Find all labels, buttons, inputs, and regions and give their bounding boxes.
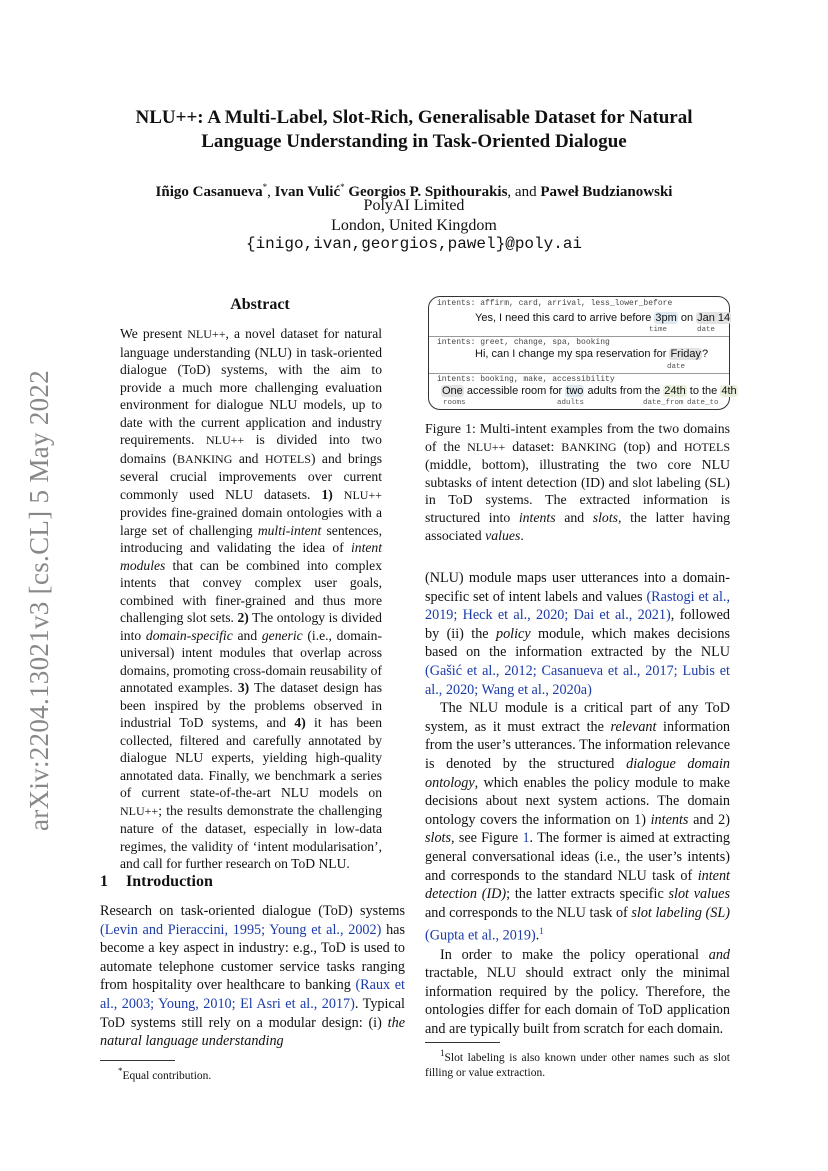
author-2: Ivan Vulić	[274, 184, 341, 200]
fig-row1-utterance: Yes, I need this card to arrive before 3pm on Jan 14	[475, 312, 731, 324]
affiliation-org: PolyAI Limited	[363, 197, 465, 214]
figure-1	[428, 296, 737, 410]
paper-title	[100, 106, 728, 154]
fig-row2-utterance: Hi, can I change my spa reservation for Friday?	[475, 348, 709, 360]
footnote-rule	[425, 1042, 500, 1043]
right-column-body	[425, 569, 730, 1039]
title-line-1: NLU++: A Multi-Label, Slot-Rich, Generalisable Dataset for Natural	[135, 107, 693, 128]
author-4: Paweł Budzianowski	[540, 184, 673, 200]
paragraph: (NLU) module maps user utterances into a domain-specific set of intent labels and values (Rastogi et al., 2019; Heck et al., 2020; Dai et al., 2021), followed by (ii) the policy module, which makes decisions based on the information extracted by the NLU (Gašić et al., 2012; Casanueva et al., 2017; Lubis et al., 2020; Wang et al., 2020a)	[425, 570, 730, 698]
footnote-link[interactable]: 1	[539, 926, 544, 937]
author-emails: {inigo,ivan,georgios,pawel}@poly.ai	[245, 235, 583, 253]
abstract-heading: Abstract	[230, 296, 290, 313]
citation-link[interactable]: (Levin and Pieraccini, 1995; Young et al., 2002)	[100, 921, 382, 938]
fig-slot-date: date	[667, 363, 686, 371]
fig-row1-intents: intents: affirm, card, arrival, less_lower_before	[437, 299, 673, 308]
fig-slot-date-to: date_to	[687, 399, 719, 407]
abstract-body: We present NLU++, a novel dataset for natural language understanding (NLU) in task-oriented dialogue (ToD) systems, with the aim to provide a much more challenging evaluation environment for dialogue NLU models, up to date with the current application and industry requirements. NLU++ is divided into two domains (BANKING and HOTELS) and brings several crucial improvements over current commonly used NLU datasets. 1) NLU++ provides fine-grained domain ontologies with a large set of challenging multi-intent sentences, introducing and validating the idea of intent modules that can be combined into complex intents that convey complex user goals, combined with finer-grained and thus more challenging slot sets. 2) The ontology is divided into domain-specific and generic (i.e., domain-universal) intent modules that overlap across domains, promoting cross-domain reusability of annotated examples. 3) The dataset design has been inspired by the problems observed in industrial ToD systems, and 4) it has been collected, filtered and carefully annotated by dialogue NLU experts, yielding high-quality annotated data. Finally, we benchmark a series of current state-of-the-art NLU models on NLU++; the results demonstrate the challenging nature of the dataset, especially in low-data regimes, the validity of ‘intent modularisation’, and call for further research on ToD NLU.	[120, 326, 383, 871]
title-line-2: Language Understanding in Task-Oriented Dialogue	[201, 131, 627, 152]
fig-row3-intents: intents: booking, make, accessibility	[437, 375, 615, 384]
fig-slot-rooms: rooms	[443, 399, 466, 407]
fig-row2-intents: intents: greet, change, spa, booking	[437, 338, 610, 347]
figure-1-caption: Figure 1: Multi-intent examples from the two domains of the NLU++ dataset: BANKING (top) and HOTELS (middle, bottom), illustrating the two core NLU subtasks of intent detection (ID) and slot labeling (SL) in ToD systems. The extracted information is structured into intents and slots, the latter having associated values.	[425, 421, 730, 543]
footnote-area-right	[425, 1042, 730, 1081]
citation-link[interactable]: (Rastogi et al., 2019; Heck et al., 2020; Dai et al., 2021)	[425, 588, 730, 624]
fig-slot-date-from: date_from	[643, 399, 684, 407]
fig-divider	[429, 336, 729, 337]
author-list: Iñigo Casanueva*, Ivan Vulić* Georgios P. Spithourakis, and Paweł Budzianowski	[155, 182, 673, 200]
fig-row3-utterance: One accessible room for two adults from the 24th to the 4th	[442, 385, 737, 397]
affiliation	[100, 196, 728, 255]
footnote-equal: *Equal contribution.	[118, 1066, 212, 1082]
affiliation-city: London, United Kingdom	[331, 216, 497, 234]
fig-slot-adults: adults	[557, 399, 585, 407]
author-1: Iñigo Casanueva	[155, 184, 263, 200]
arxiv-id: arXiv:2204.13021v3 [cs.CL] 5 May 2022	[24, 369, 55, 831]
footnote-area-left	[100, 1060, 211, 1084]
footnote-1: $^1$Slot labeling is also known under other names such as slot filling or value extraction.	[425, 1048, 730, 1079]
footnote-rule	[100, 1060, 175, 1061]
arxiv-stamp	[20, 340, 60, 860]
figure-link[interactable]: 1	[522, 830, 530, 847]
intro-heading: 1 Introduction	[100, 873, 213, 890]
citation-link[interactable]: (Gašić et al., 2012; Casanueva et al., 2017; Lubis et al., 2020; Wang et al., 2020a)	[425, 662, 730, 698]
author-3: Georgios P. Spithourakis	[348, 184, 508, 200]
paragraph: The NLU module is a critical part of any ToD system, as it must extract the relevant information from the user’s utterances. The information relevance is denoted by the structured dialogue domain ontology, which enables the policy module to make decisions about next system actions. The domain ontology covers the information on 1) intents and 2) slots, see Figure 1. The former is aimed at extracting general conversational ideas (i.e., the user’s intents) and corresponds to the standard NLU task of intent detection (ID); the latter extracts specific slot values and corresponds to the NLU task of slot labeling (SL) (Gupta et al., 2019).$^1$	[425, 700, 731, 945]
fig-slot-date: date	[697, 326, 716, 334]
intro-body: Research on task-oriented dialogue (ToD) systems (Levin and Pieraccini, 1995; Young et al., 2002) has become a key aspect in industry: e.g., ToD is used to automate telephone customer service tasks ranging from hospitality over healthcare to banking (Raux et al., 2003; Young, 2010; El Asri et al., 2017). Typical ToD systems still rely on a modular design: (i) the natural language understanding	[100, 903, 406, 1050]
fig-divider	[429, 373, 729, 374]
citation-link[interactable]: (Raux et al., 2003; Young, 2010; El Asri et al., 2017)	[100, 977, 405, 1012]
citation-link[interactable]: (Gupta et al., 2019)	[425, 928, 536, 945]
fig-slot-time: time	[649, 326, 668, 334]
paragraph: In order to make the policy operational and tractable, NLU should extract only the minimal information required by the policy. Therefore, the ontologies differ for each domain of ToD application and are typically built from scratch for each domain.	[425, 946, 730, 1037]
